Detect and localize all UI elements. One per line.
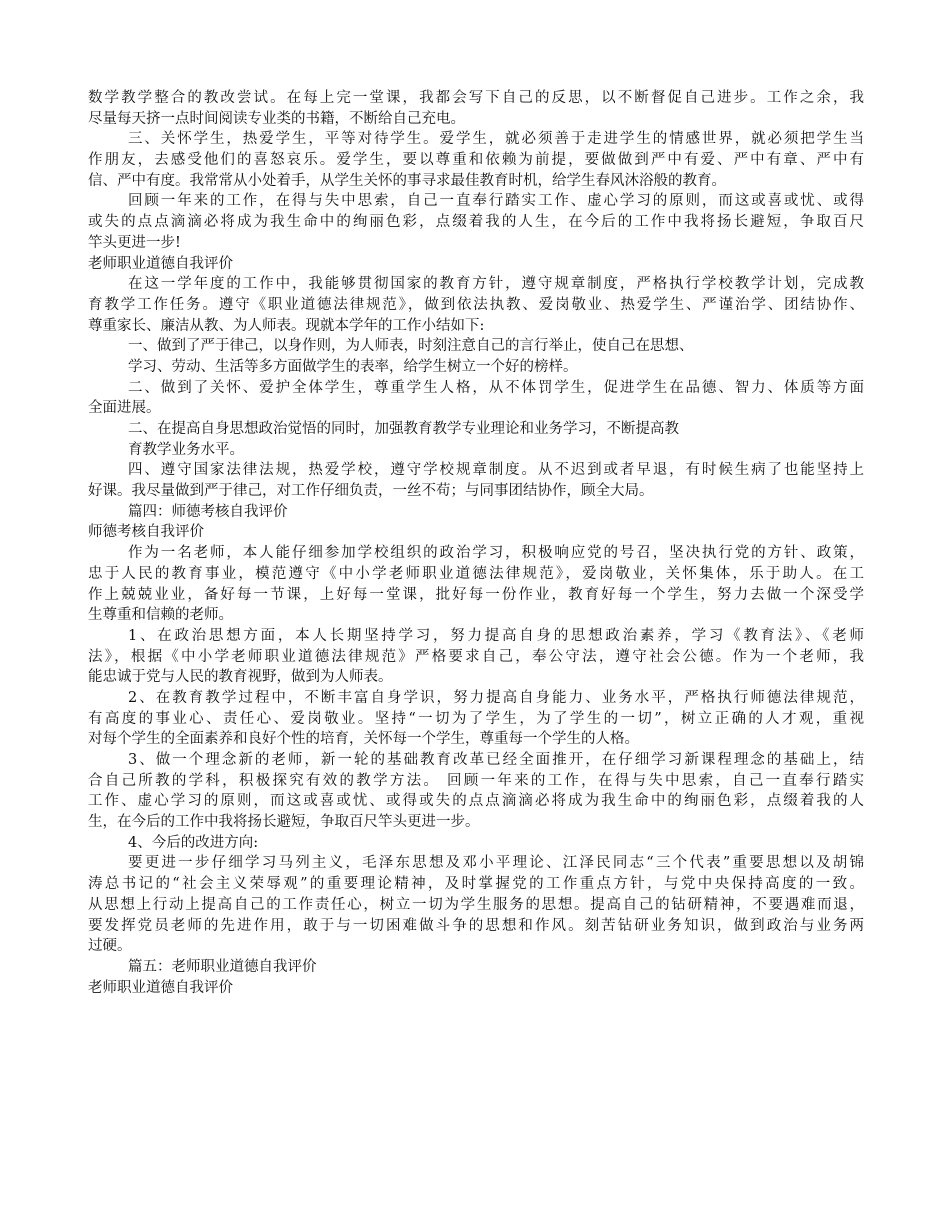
text-line: 回顾一年来的工作，在得与失中思索，自己一直奉行踏实工作、虚心学习的原则，而这或喜或忧、或得 bbox=[128, 193, 864, 210]
text-line: 好课。我尽量做到严于律己，对工作仔细负责，一丝不苟；与同事团结协作，顾全大局。 bbox=[88, 483, 654, 500]
text-line: 过硬。 bbox=[88, 938, 132, 955]
text-line: 要发挥党员老师的先进作用，敢于与一切困难做斗争的思想和作风。刻苦钻研业务知识，做到政治与业务两 bbox=[88, 917, 864, 934]
text-line: 2、在教育教学过程中，不断丰富自身学识，努力提高自身能力、业务水平，严格执行师德法律规范， bbox=[128, 689, 864, 706]
text-line: 4、今后的改进方向: bbox=[128, 834, 259, 851]
text-line: 育教学业务水平。 bbox=[128, 441, 244, 458]
text-line: 对每个学生的全面素养和良好个性的培育，关怀每一个学生，尊重每一个学生的人格。 bbox=[88, 731, 639, 748]
text-line: 合自己所教的学科，积极探究有效的教学方法。 回顾一年来的工作，在得与失中思索，自己一直奉行踏实 bbox=[88, 772, 864, 789]
document-page bbox=[88, 88, 864, 998]
text-line: 3、做一个理念新的老师，新一轮的基础教育改革已经全面推开，在仔细学习新课程理念的基础上，结 bbox=[128, 752, 864, 768]
text-line: 作朋友，去感受他们的喜怒哀乐。爱学生，要以尊重和依赖为前提，要做做到严中有爱、严中有章、严中有 bbox=[88, 152, 864, 169]
text-line: 老师职业道德自我评价 bbox=[88, 255, 233, 272]
text-line: 要更进一步仔细学习马列主义，毛泽东思想及邓小平理论、江泽民同志“三个代表”重要思想以及胡锦 bbox=[128, 855, 864, 872]
text-line: 二、在提高自身思想政治觉悟的同时，加强教育教学专业理论和业务学习，不断提高教 bbox=[128, 421, 679, 437]
text-line: 老师职业道德自我评价 bbox=[88, 979, 233, 996]
text-line: 篇五：老师职业道德自我评价 bbox=[128, 958, 317, 975]
text-line: 学习、劳动、生活等多方面做学生的表率，给学生树立一个好的榜样。 bbox=[128, 358, 578, 375]
text-line: 在这一学年度的工作中，我能够贯彻国家的教育方针，遵守规章制度，严格执行学校教学计划，完成教 bbox=[128, 276, 864, 293]
text-line: 一、做到了严于律己，以身作则，为人师表，时刻注意自己的言行举止，使自己在思想、 bbox=[128, 338, 694, 355]
text-line: 数学教学整合的教改尝试。在每上完一堂课，我都会写下自己的反思，以不断督促自己进步。工作之余，我 bbox=[88, 90, 864, 106]
text-line: 生，在今后的工作中我将扬长避短，争取百尺竿头更进一步。 bbox=[88, 814, 480, 831]
text-line: 四、遵守国家法律法规，热爱学校，遵守学校规章制度。从不迟到或者早退，有时候生病了也能坚持上 bbox=[128, 462, 864, 479]
text-line: 有高度的事业心、责任心、爱岗敬业。坚持“一切为了学生，为了学生的一切”，树立正确的人才观，重视 bbox=[88, 710, 864, 727]
text-line: 生尊重和信赖的老师。 bbox=[88, 607, 233, 624]
text-line: 育教学工作任务。遵守《职业道德法律规范》，做到依法执教、爱岗敬业、热爱学生、严谨治学、团结协作、 bbox=[88, 296, 864, 313]
text-line: 二、做到了关怀、爱护全体学生，尊重学生人格，从不体罚学生，促进学生在品德、智力、体质等方面 bbox=[128, 379, 864, 396]
text-line: 尊重家长、廉洁从教、为人师表。现就本学年的工作小结如下: bbox=[88, 317, 485, 334]
text-line: 篇四：师德考核自我评价 bbox=[128, 503, 288, 520]
text-line: 或失的点点滴滴必将成为我生命中的绚丽色彩，点缀着我的人生，在今后的工作中我将扬长避短，争取百尺 bbox=[88, 214, 864, 231]
text-line: 涛总书记的“社会主义荣辱观”的重要理论精神，及时掌握党的工作重点方针，与党中央保持高度的一致。 bbox=[88, 876, 864, 893]
text-line: 从思想上行动上提高自己的工作责任心，树立一切为学生服务的思想。提高自己的钻研精神，不要遇难而退， bbox=[88, 896, 864, 913]
text-line: 三、关怀学生，热爱学生，平等对待学生。爱学生，就必须善于走进学生的情感世界，就必须把学生当 bbox=[128, 131, 864, 148]
text-line: 作为一名老师，本人能仔细参加学校组织的政治学习，积极响应党的号召，坚决执行党的方针、政策， bbox=[128, 545, 864, 562]
text-line: 信、严中有度。我常常从小处着手，从学生关怀的事寻求最佳教育时机，给学生春风沐浴般的教育。 bbox=[88, 172, 726, 189]
text-line: 尽量每天挤一点时间阅读专业类的书籍，不断给自己充电。 bbox=[88, 110, 465, 127]
text-line: 师德考核自我评价 bbox=[88, 524, 204, 541]
text-line: 1、在政治思想方面，本人长期坚持学习，努力提高自身的思想政治素养，学习《教育法》、《老师 bbox=[128, 627, 864, 644]
text-line: 作上兢兢业业，备好每一节课，上好每一堂课，批好每一份作业，教育好每一个学生，努力去做一个深受学 bbox=[88, 586, 864, 603]
text-line: 能忠诚于党与人民的教育视野，做到为人师表。 bbox=[88, 669, 393, 686]
text-line: 竿头更进一步! bbox=[88, 234, 181, 251]
text-line: 法》，根据《中小学老师职业道德法律规范》严格要求自己，奉公守法，遵守社会公德。作为一个老师，我 bbox=[88, 648, 864, 665]
text-line: 忠于人民的教育事业，模范遵守《中小学老师职业道德法律规范》，爱岗敬业，关怀集体，乐于助人。在工 bbox=[88, 565, 864, 582]
text-line: 全面进展。 bbox=[88, 400, 161, 417]
text-line: 工作、虚心学习的原则，而这或喜或忧、或得或失的点点滴滴必将成为我生命中的绚丽色彩，点缀着我的人 bbox=[88, 793, 864, 810]
